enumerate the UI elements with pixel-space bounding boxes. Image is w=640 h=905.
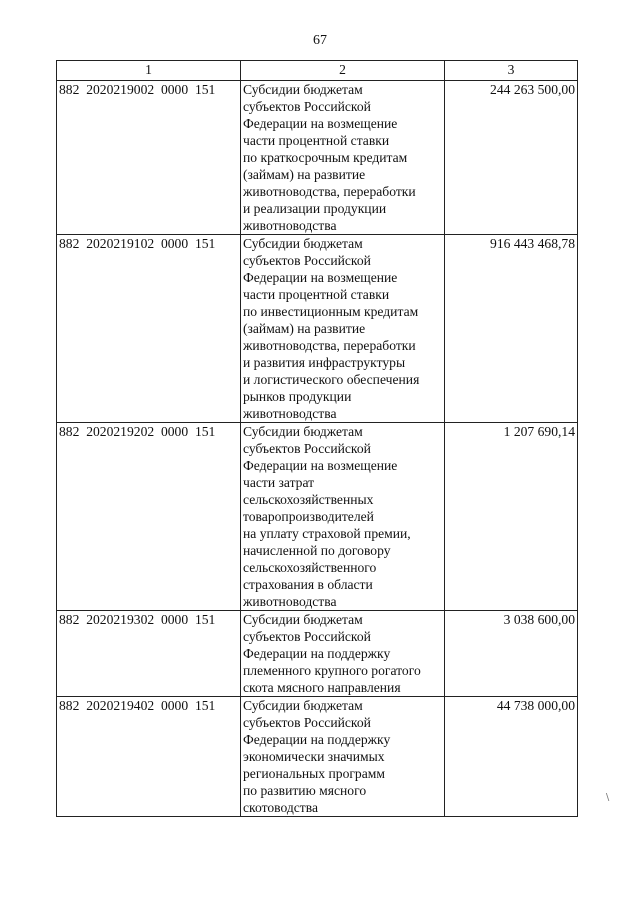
table-row [57, 697, 578, 817]
amount-cell: 916 443 468,78 [445, 235, 578, 423]
subsidy-name-line: товаропроизводителей [243, 509, 374, 524]
subsidy-name-line: субъектов Российской [243, 99, 371, 114]
subsidy-name-line: и развития инфраструктуры [243, 355, 406, 370]
subsidy-name-cell [241, 611, 445, 697]
subsidy-name-line: Федерации на поддержку [243, 732, 391, 747]
budget-code-cell: 882 2020219002 0000 151 [57, 81, 241, 235]
subsidy-name-cell [241, 423, 445, 611]
subsidy-name-line: скотоводства [243, 800, 319, 815]
table-header-row [57, 61, 578, 81]
subsidy-name-line: страхования в области [243, 577, 373, 592]
column-header-code: 1 [57, 61, 241, 81]
subsidy-name-line: Субсидии бюджетам [243, 612, 363, 627]
amount-cell: 1 207 690,14 [445, 423, 578, 611]
subsidy-name-line: субъектов Российской [243, 629, 371, 644]
subsidy-name-line: животноводства [243, 218, 337, 233]
budget-table [56, 60, 578, 817]
subsidy-name-line: и реализации продукции [243, 201, 387, 216]
subsidy-name-line: субъектов Российской [243, 253, 371, 268]
column-header-amount: 3 [445, 61, 578, 81]
column-header-name: 2 [241, 61, 445, 81]
subsidy-name-line: на уплату страховой премии, [243, 526, 411, 541]
subsidy-name-line: сельскохозяйственных [243, 492, 374, 507]
subsidy-name-line: субъектов Российской [243, 715, 371, 730]
amount-cell: 44 738 000,00 [445, 697, 578, 817]
subsidy-name-line: Федерации на возмещение [243, 458, 398, 473]
subsidy-name-line: рынков продукции [243, 389, 352, 404]
subsidy-name-line: по инвестиционным кредитам [243, 304, 419, 319]
subsidy-name-cell [241, 697, 445, 817]
subsidy-name-cell [241, 81, 445, 235]
budget-code-cell: 882 2020219302 0000 151 [57, 611, 241, 697]
subsidy-name-line: Федерации на возмещение [243, 270, 398, 285]
budget-code-cell: 882 2020219202 0000 151 [57, 423, 241, 611]
subsidy-name-line: по краткосрочным кредитам [243, 150, 408, 165]
table-row [57, 423, 578, 611]
subsidy-name-cell [241, 235, 445, 423]
subsidy-name-line: начисленной по договору [243, 543, 391, 558]
subsidy-name-line: части процентной ставки [243, 133, 390, 148]
budget-code-cell: 882 2020219402 0000 151 [57, 697, 241, 817]
subsidy-name-line: Федерации на возмещение [243, 116, 398, 131]
subsidy-name-line: Субсидии бюджетам [243, 424, 363, 439]
subsidy-name-line: и логистического обеспечения [243, 372, 420, 387]
subsidy-name-line: животноводства, переработки [243, 338, 416, 353]
table-row [57, 611, 578, 697]
amount-cell: 3 038 600,00 [445, 611, 578, 697]
subsidy-name-line: животноводства [243, 594, 337, 609]
subsidy-name-line: (займам) на развитие [243, 321, 366, 336]
subsidy-name-line: племенного крупного рогатого [243, 663, 421, 678]
subsidy-name-line: Субсидии бюджетам [243, 236, 363, 251]
subsidy-name-line: региональных программ [243, 766, 385, 781]
amount-cell: 244 263 500,00 [445, 81, 578, 235]
table-row [57, 235, 578, 423]
subsidy-name-line: (займам) на развитие [243, 167, 366, 182]
subsidy-name-line: субъектов Российской [243, 441, 371, 456]
subsidy-name-line: части затрат [243, 475, 315, 490]
subsidy-name-line: животноводства [243, 406, 337, 421]
scan-mark: ∖ [604, 793, 611, 804]
subsidy-name-line: Федерации на поддержку [243, 646, 391, 661]
subsidy-name-line: скота мясного направления [243, 680, 401, 695]
subsidy-name-line: части процентной ставки [243, 287, 390, 302]
subsidy-name-line: Субсидии бюджетам [243, 698, 363, 713]
subsidy-name-line: по развитию мясного [243, 783, 367, 798]
subsidy-name-line: экономически значимых [243, 749, 385, 764]
subsidy-name-line: Субсидии бюджетам [243, 82, 363, 97]
subsidy-name-line: животноводства, переработки [243, 184, 416, 199]
page-number: 67 [313, 33, 327, 48]
budget-code-cell: 882 2020219102 0000 151 [57, 235, 241, 423]
table-row [57, 81, 578, 235]
subsidy-name-line: сельскохозяйственного [243, 560, 377, 575]
